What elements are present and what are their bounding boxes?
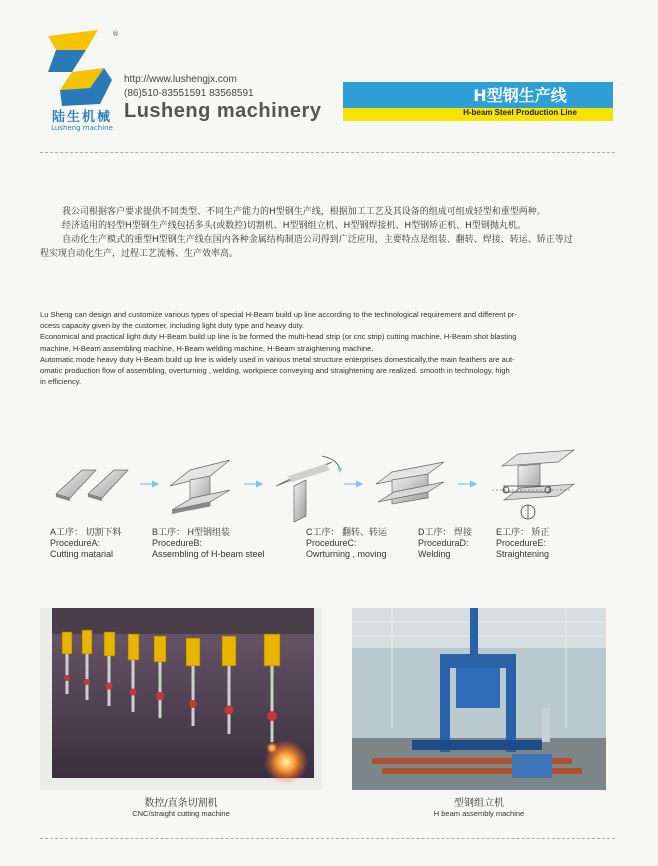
- company-name: Lusheng machinery: [124, 100, 322, 122]
- process-step-a: A工序： 切割下料 ProcedureA: Cutting matarial: [50, 527, 122, 559]
- process-step-d: D工序： 焊接 ProceduraD: Welding: [418, 527, 473, 559]
- h-beam-icon: [170, 460, 230, 514]
- welded-beam-icon: [376, 462, 444, 504]
- page-subtitle: H-beam Steel Production Line: [463, 108, 577, 117]
- overturn-beam-icon: [276, 456, 340, 522]
- cut-plates-icon: [56, 470, 128, 501]
- straightening-beam-icon: [492, 450, 574, 519]
- lusheng-logo-icon: [42, 28, 118, 108]
- intro-cn-line: 经济适用的轻型H型钢生产线包括多头(或数控)切割机、H型钢组立机、H型钢焊接机、H型钢矫正机、H型钢抛丸机。: [62, 221, 526, 231]
- intro-en-line: machine, H-Beam assembling machine, H-Beam welding machine, H-Beam straightening machine.: [40, 343, 374, 353]
- intro-en-line: Lu Sheng can design and customize various types of special H-Beam build up line according to the technological requirement and different pr-: [40, 310, 517, 319]
- photo-caption-en: CNC/straight cutting machine: [132, 809, 230, 818]
- brand-name-en: Lusheng machine: [51, 124, 113, 132]
- cutting-machine-photo-frame: [40, 608, 322, 818]
- footer-divider: [40, 838, 615, 839]
- assembly-machine-photo-frame: [352, 608, 606, 818]
- intro-cn-line: 程实现自动化生产，过程工艺流畅、生产效率高。: [40, 249, 239, 259]
- website-url[interactable]: http://www.lushengjx.com: [124, 74, 237, 85]
- photo-caption-en: H beam assembly machine: [433, 809, 525, 818]
- intro-en: [40, 309, 618, 387]
- intro-en-line: Automatic mode heavy duty H-Beam build up line is widely used in various metal structure enterprises domestically,the main feathers are aut-: [40, 354, 515, 364]
- intro-en-line: in efficiency.: [40, 377, 82, 387]
- intro-en-line: omatic production flow of assembling, overturning , welding, workpiece conveying and straightening are realized. smooth in technology, high: [40, 366, 510, 376]
- page-title: H型钢生产线: [473, 86, 567, 105]
- intro-en-line: Economical and practical light duty H-Beam build up line is be formed the multi-head strip (or cnc strip) cutting machine, H-Beam shot blasting: [40, 332, 517, 342]
- process-flow-diagram: [40, 446, 620, 528]
- header-divider: [40, 152, 615, 153]
- assembly-machine-photo: [352, 608, 606, 790]
- intro-en-line: ocess capacity given by the customer, including light duty type and heavy duty.: [40, 321, 305, 331]
- cutting-machine-photo: [40, 608, 322, 790]
- phone-numbers: (86)510-83551591 83568591: [124, 88, 254, 99]
- process-step-c: C工序： 翻转、转运 ProcedureC: Owrturning , moving: [306, 527, 388, 559]
- brand-name-cn: 陆生机械: [51, 110, 112, 125]
- photo-caption-cn: 数控/直条切割机: [144, 798, 218, 809]
- process-step-b: B工序： H型钢组装 ProcedureB: Assembling of H-beam steel: [152, 527, 265, 559]
- intro-cn-line: 我公司根据客户要求提供不同类型、不同生产能力的H型钢生产线，根据加工工艺及其设备的组成可组成轻型和重型两种。: [62, 207, 546, 217]
- photo-caption-cn: 型钢组立机: [454, 798, 504, 809]
- process-step-e: E工序： 矫正 ProcedureE: Straightening: [496, 527, 550, 559]
- registered-mark: ®: [112, 30, 119, 38]
- intro-cn-line: 自动化生产模式的重型H型钢生产线在国内各种金属结构制造公司得到广泛应用，主要特点是组装、翻转、焊接、转运、矫正等过: [62, 235, 573, 245]
